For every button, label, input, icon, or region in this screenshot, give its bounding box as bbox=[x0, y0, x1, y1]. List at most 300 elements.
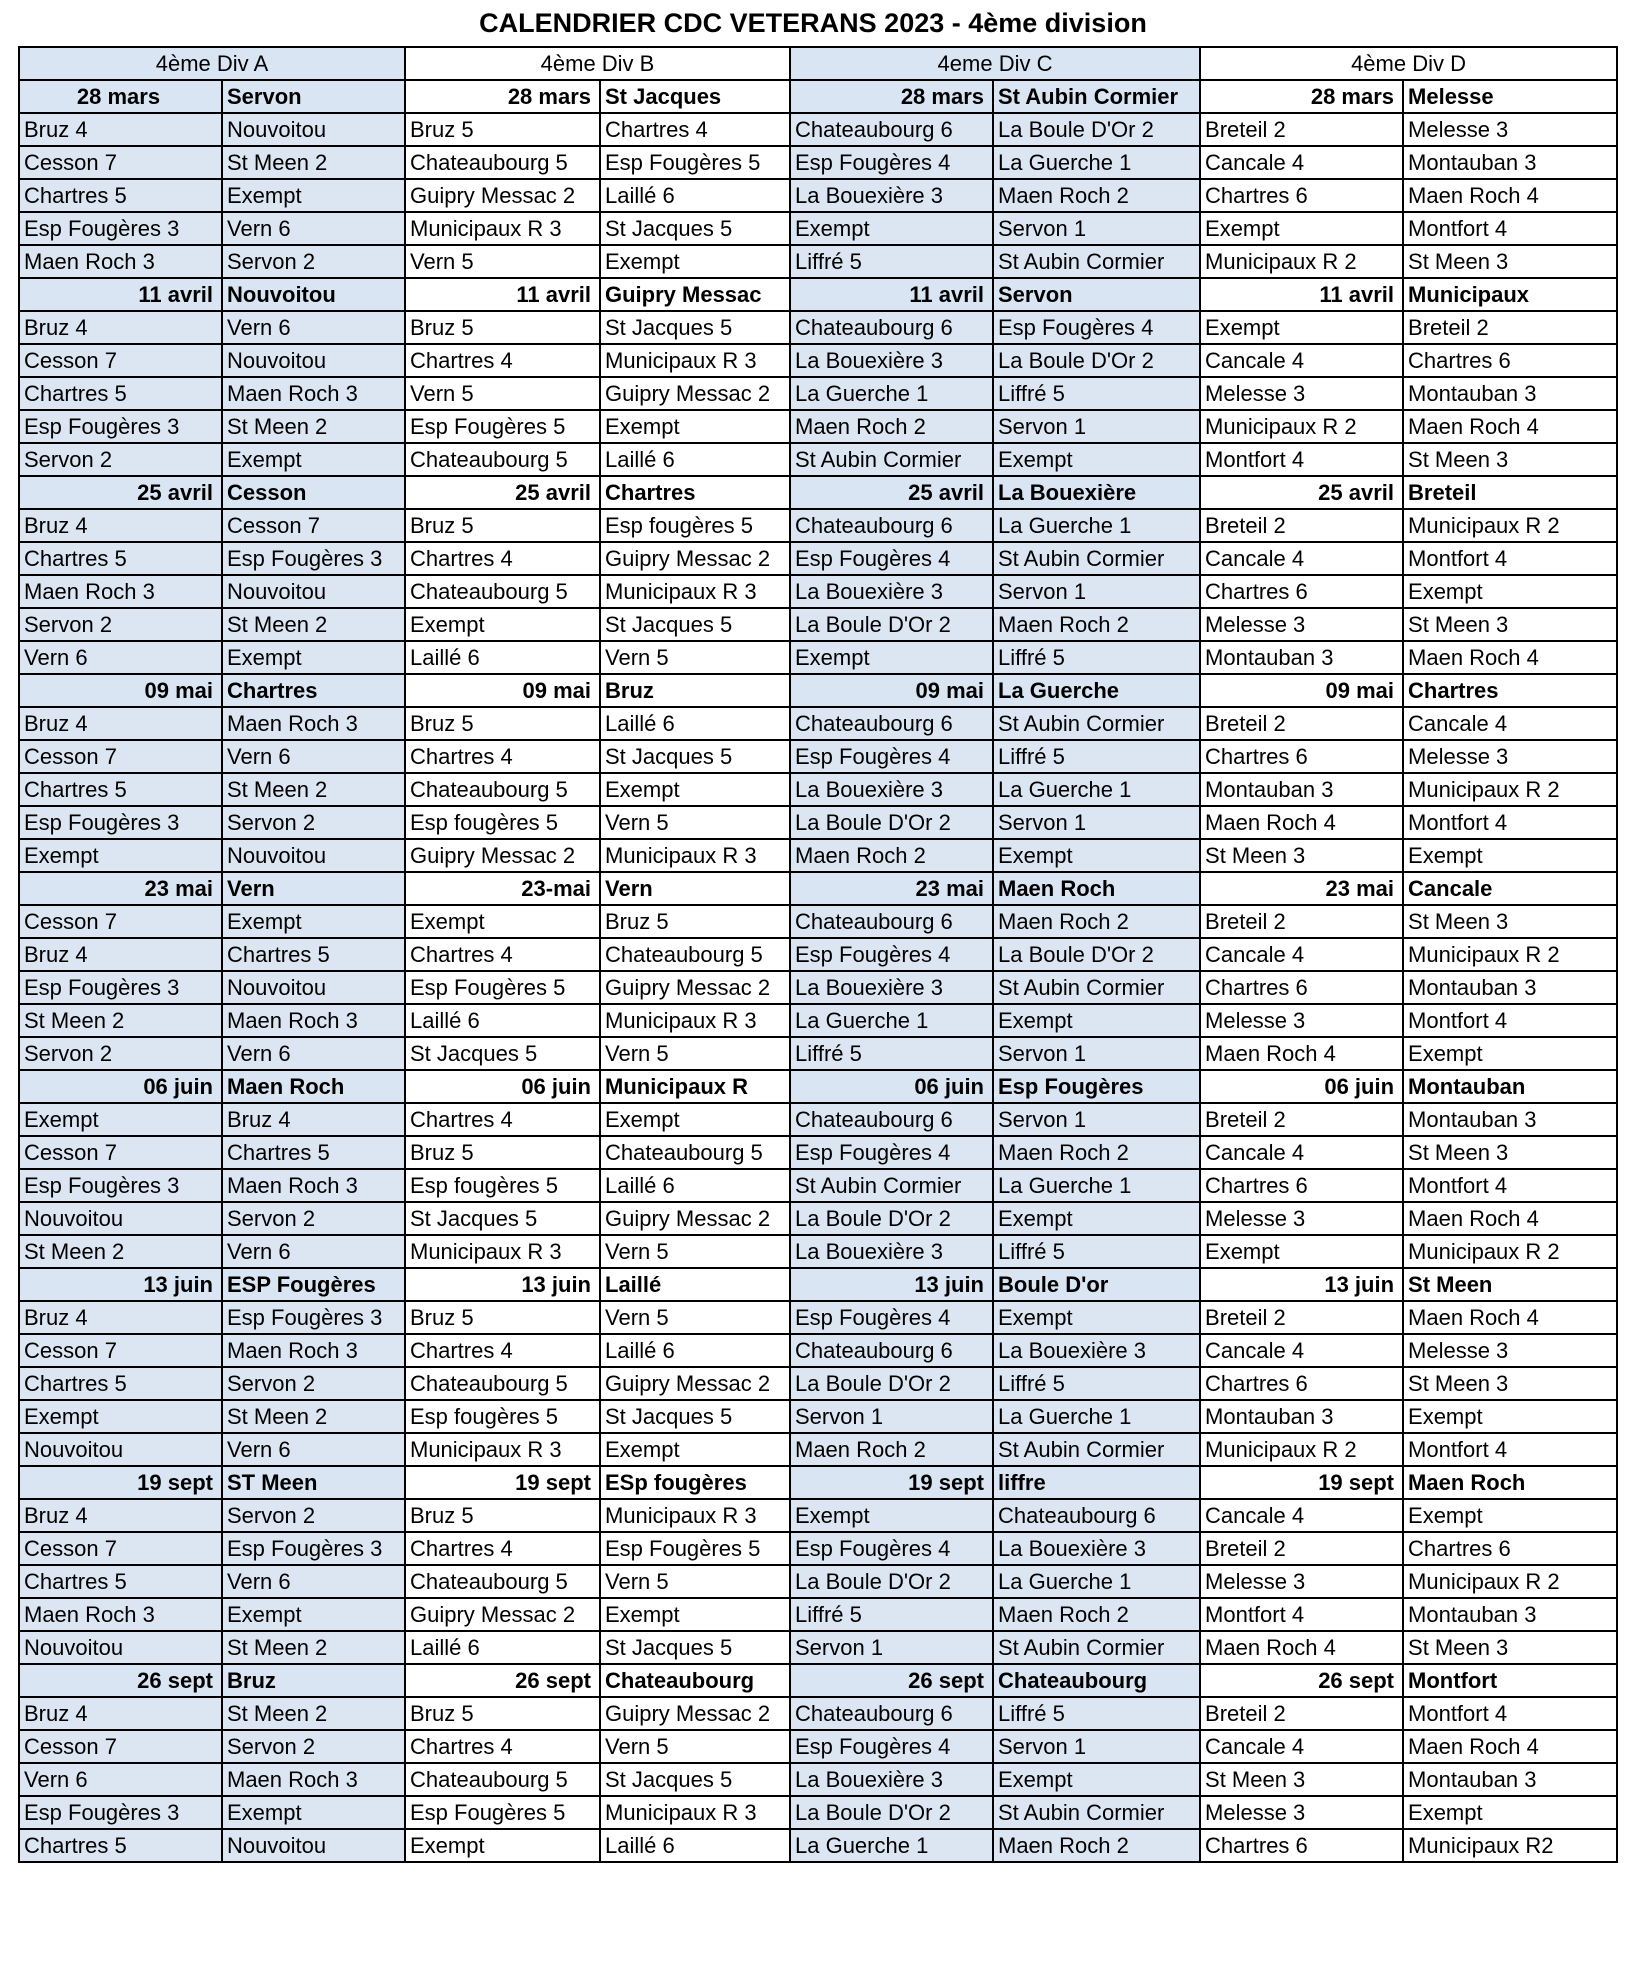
team-away-c: St Aubin Cormier bbox=[993, 1796, 1200, 1829]
team-away-a: Servon 2 bbox=[222, 1730, 405, 1763]
team-away-a: Vern 6 bbox=[222, 740, 405, 773]
team-home-a: Bruz 4 bbox=[19, 1499, 222, 1532]
round-date-b: 25 avril bbox=[405, 476, 600, 509]
team-away-a: Exempt bbox=[222, 905, 405, 938]
team-home-d: Cancale 4 bbox=[1200, 938, 1403, 971]
team-home-b: Exempt bbox=[405, 905, 600, 938]
team-away-c: Servon 1 bbox=[993, 1037, 1200, 1070]
team-home-b: Chartres 4 bbox=[405, 344, 600, 377]
match-row bbox=[19, 1433, 1617, 1466]
round-header-row bbox=[19, 674, 1617, 707]
team-home-c: Esp Fougères 4 bbox=[790, 1730, 993, 1763]
team-home-d: Exempt bbox=[1200, 311, 1403, 344]
team-away-a: Nouvoitou bbox=[222, 113, 405, 146]
match-row bbox=[19, 212, 1617, 245]
team-away-c: La Guerche 1 bbox=[993, 773, 1200, 806]
team-away-b: St Jacques 5 bbox=[600, 1763, 790, 1796]
team-home-a: Bruz 4 bbox=[19, 707, 222, 740]
round-date-a: 23 mai bbox=[19, 872, 222, 905]
team-home-c: Chateaubourg 6 bbox=[790, 1334, 993, 1367]
team-away-b: Esp Fougères 5 bbox=[600, 146, 790, 179]
match-row bbox=[19, 575, 1617, 608]
team-away-c: Exempt bbox=[993, 1202, 1200, 1235]
team-away-b: Laillé 6 bbox=[600, 707, 790, 740]
team-home-d: Municipaux R 2 bbox=[1200, 1433, 1403, 1466]
team-home-b: Chateaubourg 5 bbox=[405, 1565, 600, 1598]
round-date-d: 28 mars bbox=[1200, 80, 1403, 113]
team-home-c: Chateaubourg 6 bbox=[790, 311, 993, 344]
team-home-a: Exempt bbox=[19, 1103, 222, 1136]
round-venue-c: La Bouexière bbox=[993, 476, 1200, 509]
round-venue-a: ESP Fougères bbox=[222, 1268, 405, 1301]
match-row bbox=[19, 839, 1617, 872]
round-header-row bbox=[19, 872, 1617, 905]
team-away-c: Servon 1 bbox=[993, 410, 1200, 443]
team-home-b: Exempt bbox=[405, 1829, 600, 1862]
team-away-d: Municipaux R 2 bbox=[1403, 938, 1617, 971]
round-venue-b: Chateaubourg bbox=[600, 1664, 790, 1697]
team-home-d: Cancale 4 bbox=[1200, 1334, 1403, 1367]
team-home-a: Vern 6 bbox=[19, 1763, 222, 1796]
team-home-a: Cesson 7 bbox=[19, 740, 222, 773]
team-home-a: Cesson 7 bbox=[19, 344, 222, 377]
page-title: CALENDRIER CDC VETERANS 2023 - 4ème division bbox=[479, 8, 1147, 38]
round-date-a: 09 mai bbox=[19, 674, 222, 707]
team-home-d: Cancale 4 bbox=[1200, 1499, 1403, 1532]
round-date-b: 26 sept bbox=[405, 1664, 600, 1697]
team-away-d: Melesse 3 bbox=[1403, 113, 1617, 146]
round-header-row bbox=[19, 80, 1617, 113]
team-away-d: Municipaux R 2 bbox=[1403, 509, 1617, 542]
team-away-b: Guipry Messac 2 bbox=[600, 1697, 790, 1730]
round-venue-c: Boule D'or bbox=[993, 1268, 1200, 1301]
team-home-b: Guipry Messac 2 bbox=[405, 839, 600, 872]
team-away-b: St Jacques 5 bbox=[600, 311, 790, 344]
round-venue-c: Servon bbox=[993, 278, 1200, 311]
match-row bbox=[19, 1631, 1617, 1664]
team-away-b: St Jacques 5 bbox=[600, 608, 790, 641]
team-home-c: Esp Fougères 4 bbox=[790, 542, 993, 575]
round-date-a: 25 avril bbox=[19, 476, 222, 509]
team-home-d: Cancale 4 bbox=[1200, 1136, 1403, 1169]
team-home-c: Esp Fougères 4 bbox=[790, 1532, 993, 1565]
team-away-c: La Boule D'Or 2 bbox=[993, 344, 1200, 377]
team-away-c: La Guerche 1 bbox=[993, 1565, 1200, 1598]
team-away-a: Nouvoitou bbox=[222, 575, 405, 608]
team-home-d: Cancale 4 bbox=[1200, 344, 1403, 377]
round-date-b: 06 juin bbox=[405, 1070, 600, 1103]
team-home-a: Chartres 5 bbox=[19, 542, 222, 575]
team-home-b: Chateaubourg 5 bbox=[405, 443, 600, 476]
team-away-b: St Jacques 5 bbox=[600, 1631, 790, 1664]
round-venue-b: ESp fougères bbox=[600, 1466, 790, 1499]
team-home-c: Esp Fougères 4 bbox=[790, 1136, 993, 1169]
team-home-d: Municipaux R 2 bbox=[1200, 245, 1403, 278]
match-row bbox=[19, 1829, 1617, 1862]
team-home-d: Melesse 3 bbox=[1200, 1796, 1403, 1829]
match-row bbox=[19, 806, 1617, 839]
team-home-c: La Boule D'Or 2 bbox=[790, 608, 993, 641]
team-away-b: Vern 5 bbox=[600, 1037, 790, 1070]
round-date-d: 26 sept bbox=[1200, 1664, 1403, 1697]
team-home-d: Melesse 3 bbox=[1200, 608, 1403, 641]
match-row bbox=[19, 1202, 1617, 1235]
team-away-b: Exempt bbox=[600, 1103, 790, 1136]
team-home-a: Exempt bbox=[19, 839, 222, 872]
match-row bbox=[19, 344, 1617, 377]
round-venue-d: Municipaux bbox=[1403, 278, 1617, 311]
team-home-b: Esp fougères 5 bbox=[405, 1169, 600, 1202]
team-home-d: Breteil 2 bbox=[1200, 509, 1403, 542]
team-home-a: St Meen 2 bbox=[19, 1235, 222, 1268]
team-away-c: St Aubin Cormier bbox=[993, 1631, 1200, 1664]
team-away-b: Municipaux R 3 bbox=[600, 1796, 790, 1829]
team-home-a: Nouvoitou bbox=[19, 1433, 222, 1466]
team-home-c: Esp Fougères 4 bbox=[790, 1301, 993, 1334]
team-home-a: Servon 2 bbox=[19, 1037, 222, 1070]
team-away-c: La Guerche 1 bbox=[993, 1400, 1200, 1433]
round-date-c: 13 juin bbox=[790, 1268, 993, 1301]
round-header-row bbox=[19, 476, 1617, 509]
team-home-a: Esp Fougères 3 bbox=[19, 212, 222, 245]
team-home-a: Servon 2 bbox=[19, 443, 222, 476]
round-date-d: 25 avril bbox=[1200, 476, 1403, 509]
round-header-row bbox=[19, 1070, 1617, 1103]
match-row bbox=[19, 905, 1617, 938]
team-home-c: La Bouexière 3 bbox=[790, 1235, 993, 1268]
match-row bbox=[19, 971, 1617, 1004]
team-away-a: Vern 6 bbox=[222, 212, 405, 245]
team-away-b: Exempt bbox=[600, 773, 790, 806]
team-home-c: Exempt bbox=[790, 212, 993, 245]
team-away-b: Laillé 6 bbox=[600, 443, 790, 476]
team-away-a: Maen Roch 3 bbox=[222, 1334, 405, 1367]
team-home-d: Breteil 2 bbox=[1200, 113, 1403, 146]
team-away-a: Nouvoitou bbox=[222, 839, 405, 872]
team-home-b: Chartres 4 bbox=[405, 938, 600, 971]
team-home-d: Exempt bbox=[1200, 212, 1403, 245]
team-home-c: Chateaubourg 6 bbox=[790, 707, 993, 740]
match-row bbox=[19, 707, 1617, 740]
team-away-b: Chartres 4 bbox=[600, 113, 790, 146]
match-row bbox=[19, 542, 1617, 575]
team-away-b: Municipaux R 3 bbox=[600, 344, 790, 377]
team-away-d: Maen Roch 4 bbox=[1403, 641, 1617, 674]
team-away-b: Guipry Messac 2 bbox=[600, 377, 790, 410]
team-away-d: Exempt bbox=[1403, 839, 1617, 872]
team-home-d: Chartres 6 bbox=[1200, 575, 1403, 608]
match-row bbox=[19, 179, 1617, 212]
team-home-c: Maen Roch 2 bbox=[790, 410, 993, 443]
team-home-a: Bruz 4 bbox=[19, 1697, 222, 1730]
round-date-b: 23-mai bbox=[405, 872, 600, 905]
team-away-b: Exempt bbox=[600, 410, 790, 443]
team-home-d: Maen Roch 4 bbox=[1200, 1631, 1403, 1664]
team-away-b: St Jacques 5 bbox=[600, 212, 790, 245]
round-date-c: 28 mars bbox=[790, 80, 993, 113]
round-venue-d: Maen Roch bbox=[1403, 1466, 1617, 1499]
round-date-b: 09 mai bbox=[405, 674, 600, 707]
match-row bbox=[19, 410, 1617, 443]
team-away-a: St Meen 2 bbox=[222, 773, 405, 806]
team-home-c: Chateaubourg 6 bbox=[790, 1103, 993, 1136]
round-date-d: 06 juin bbox=[1200, 1070, 1403, 1103]
match-row bbox=[19, 1301, 1617, 1334]
team-home-a: Bruz 4 bbox=[19, 311, 222, 344]
team-away-b: Vern 5 bbox=[600, 641, 790, 674]
team-home-c: Maen Roch 2 bbox=[790, 1433, 993, 1466]
team-home-b: Chateaubourg 5 bbox=[405, 1367, 600, 1400]
team-away-d: Melesse 3 bbox=[1403, 740, 1617, 773]
team-home-d: Breteil 2 bbox=[1200, 1532, 1403, 1565]
team-home-c: La Boule D'Or 2 bbox=[790, 806, 993, 839]
team-home-a: Exempt bbox=[19, 1400, 222, 1433]
team-home-d: Melesse 3 bbox=[1200, 1004, 1403, 1037]
match-row bbox=[19, 1697, 1617, 1730]
team-away-c: Chateaubourg 6 bbox=[993, 1499, 1200, 1532]
match-row bbox=[19, 1598, 1617, 1631]
team-away-a: St Meen 2 bbox=[222, 1697, 405, 1730]
team-home-c: Liffré 5 bbox=[790, 1598, 993, 1631]
team-away-d: Maen Roch 4 bbox=[1403, 179, 1617, 212]
team-home-b: Bruz 5 bbox=[405, 707, 600, 740]
team-away-a: Chartres 5 bbox=[222, 938, 405, 971]
team-away-a: Exempt bbox=[222, 1598, 405, 1631]
team-away-d: Breteil 2 bbox=[1403, 311, 1617, 344]
match-row bbox=[19, 1565, 1617, 1598]
team-home-a: Cesson 7 bbox=[19, 1136, 222, 1169]
team-away-a: Servon 2 bbox=[222, 1202, 405, 1235]
round-date-a: 06 juin bbox=[19, 1070, 222, 1103]
round-venue-d: Chartres bbox=[1403, 674, 1617, 707]
team-away-a: Maen Roch 3 bbox=[222, 1169, 405, 1202]
team-away-d: Montauban 3 bbox=[1403, 1763, 1617, 1796]
round-venue-c: Esp Fougères bbox=[993, 1070, 1200, 1103]
team-home-d: Breteil 2 bbox=[1200, 1697, 1403, 1730]
team-home-d: Maen Roch 4 bbox=[1200, 1037, 1403, 1070]
schedule-table bbox=[18, 46, 1618, 1863]
team-home-b: Esp fougères 5 bbox=[405, 1400, 600, 1433]
team-away-d: Exempt bbox=[1403, 1499, 1617, 1532]
team-away-a: Nouvoitou bbox=[222, 971, 405, 1004]
match-row bbox=[19, 608, 1617, 641]
team-away-d: Montfort 4 bbox=[1403, 806, 1617, 839]
team-home-b: Bruz 5 bbox=[405, 1301, 600, 1334]
team-home-b: Chateaubourg 5 bbox=[405, 146, 600, 179]
team-home-d: Melesse 3 bbox=[1200, 1202, 1403, 1235]
team-home-a: Maen Roch 3 bbox=[19, 1598, 222, 1631]
team-away-d: Maen Roch 4 bbox=[1403, 1202, 1617, 1235]
match-row bbox=[19, 1400, 1617, 1433]
team-away-b: Municipaux R 3 bbox=[600, 839, 790, 872]
team-home-a: Servon 2 bbox=[19, 608, 222, 641]
round-date-b: 11 avril bbox=[405, 278, 600, 311]
round-venue-d: Breteil bbox=[1403, 476, 1617, 509]
team-home-b: Chartres 4 bbox=[405, 542, 600, 575]
team-home-b: Bruz 5 bbox=[405, 113, 600, 146]
team-home-b: Bruz 5 bbox=[405, 509, 600, 542]
team-away-c: Exempt bbox=[993, 1763, 1200, 1796]
team-away-a: St Meen 2 bbox=[222, 410, 405, 443]
round-venue-c: Maen Roch bbox=[993, 872, 1200, 905]
team-away-c: La Guerche 1 bbox=[993, 509, 1200, 542]
team-away-c: St Aubin Cormier bbox=[993, 707, 1200, 740]
team-away-b: Esp Fougères 5 bbox=[600, 1532, 790, 1565]
team-home-a: Chartres 5 bbox=[19, 773, 222, 806]
round-date-a: 11 avril bbox=[19, 278, 222, 311]
team-away-d: St Meen 3 bbox=[1403, 1367, 1617, 1400]
team-home-d: Chartres 6 bbox=[1200, 1367, 1403, 1400]
team-home-d: Municipaux R 2 bbox=[1200, 410, 1403, 443]
match-row bbox=[19, 1037, 1617, 1070]
team-home-d: Melesse 3 bbox=[1200, 377, 1403, 410]
round-date-a: 13 juin bbox=[19, 1268, 222, 1301]
team-home-d: Montauban 3 bbox=[1200, 641, 1403, 674]
team-home-a: Cesson 7 bbox=[19, 1334, 222, 1367]
team-home-b: Municipaux R 3 bbox=[405, 1433, 600, 1466]
team-away-c: Servon 1 bbox=[993, 575, 1200, 608]
team-away-a: Servon 2 bbox=[222, 806, 405, 839]
team-home-a: Esp Fougères 3 bbox=[19, 1796, 222, 1829]
team-away-b: Vern 5 bbox=[600, 1235, 790, 1268]
team-home-b: St Jacques 5 bbox=[405, 1202, 600, 1235]
team-home-c: La Boule D'Or 2 bbox=[790, 1367, 993, 1400]
team-away-b: Exempt bbox=[600, 1433, 790, 1466]
team-home-c: Servon 1 bbox=[790, 1400, 993, 1433]
match-row bbox=[19, 1367, 1617, 1400]
team-away-d: Montfort 4 bbox=[1403, 1169, 1617, 1202]
round-header-row bbox=[19, 1268, 1617, 1301]
team-home-d: Montauban 3 bbox=[1200, 1400, 1403, 1433]
team-home-c: Chateaubourg 6 bbox=[790, 509, 993, 542]
team-home-c: St Aubin Cormier bbox=[790, 1169, 993, 1202]
team-home-c: La Bouexière 3 bbox=[790, 1763, 993, 1796]
team-away-a: St Meen 2 bbox=[222, 1400, 405, 1433]
team-away-a: Servon 2 bbox=[222, 1367, 405, 1400]
team-away-d: Montfort 4 bbox=[1403, 212, 1617, 245]
team-away-d: St Meen 3 bbox=[1403, 443, 1617, 476]
team-home-a: Bruz 4 bbox=[19, 1301, 222, 1334]
team-home-b: Bruz 5 bbox=[405, 1697, 600, 1730]
team-home-b: Esp Fougères 5 bbox=[405, 971, 600, 1004]
team-away-b: Chateaubourg 5 bbox=[600, 1136, 790, 1169]
round-venue-d: Cancale bbox=[1403, 872, 1617, 905]
round-date-c: 26 sept bbox=[790, 1664, 993, 1697]
match-row bbox=[19, 1499, 1617, 1532]
team-away-d: Exempt bbox=[1403, 1400, 1617, 1433]
team-away-d: Montauban 3 bbox=[1403, 146, 1617, 179]
team-away-a: Bruz 4 bbox=[222, 1103, 405, 1136]
match-row bbox=[19, 641, 1617, 674]
team-home-a: Bruz 4 bbox=[19, 938, 222, 971]
round-venue-b: Vern bbox=[600, 872, 790, 905]
team-away-a: Esp Fougères 3 bbox=[222, 1301, 405, 1334]
round-venue-a: Servon bbox=[222, 80, 405, 113]
team-away-a: Vern 6 bbox=[222, 1565, 405, 1598]
team-home-d: Cancale 4 bbox=[1200, 146, 1403, 179]
team-home-b: Municipaux R 3 bbox=[405, 212, 600, 245]
match-row bbox=[19, 1004, 1617, 1037]
team-away-a: Exempt bbox=[222, 443, 405, 476]
team-home-c: Chateaubourg 6 bbox=[790, 905, 993, 938]
team-away-d: Montauban 3 bbox=[1403, 377, 1617, 410]
round-date-c: 09 mai bbox=[790, 674, 993, 707]
round-venue-b: Chartres bbox=[600, 476, 790, 509]
team-home-b: Laillé 6 bbox=[405, 1631, 600, 1664]
team-away-c: Exempt bbox=[993, 1301, 1200, 1334]
team-away-d: Municipaux R 2 bbox=[1403, 1235, 1617, 1268]
match-row bbox=[19, 1136, 1617, 1169]
team-home-d: Breteil 2 bbox=[1200, 1301, 1403, 1334]
team-away-d: St Meen 3 bbox=[1403, 245, 1617, 278]
team-away-a: Exempt bbox=[222, 641, 405, 674]
team-away-b: Municipaux R 3 bbox=[600, 1499, 790, 1532]
team-away-a: Esp Fougères 3 bbox=[222, 542, 405, 575]
team-away-b: Laillé 6 bbox=[600, 1334, 790, 1367]
team-away-b: Vern 5 bbox=[600, 1730, 790, 1763]
team-home-b: Bruz 5 bbox=[405, 1499, 600, 1532]
match-row bbox=[19, 1532, 1617, 1565]
team-away-d: St Meen 3 bbox=[1403, 1631, 1617, 1664]
team-away-b: Vern 5 bbox=[600, 806, 790, 839]
team-away-a: Vern 6 bbox=[222, 1037, 405, 1070]
team-away-b: Vern 5 bbox=[600, 1565, 790, 1598]
team-away-b: Guipry Messac 2 bbox=[600, 971, 790, 1004]
team-away-a: Nouvoitou bbox=[222, 344, 405, 377]
team-away-a: Maen Roch 3 bbox=[222, 377, 405, 410]
team-home-a: Cesson 7 bbox=[19, 1532, 222, 1565]
match-row bbox=[19, 146, 1617, 179]
round-header-row bbox=[19, 278, 1617, 311]
team-away-c: Servon 1 bbox=[993, 212, 1200, 245]
match-row bbox=[19, 1235, 1617, 1268]
team-home-a: Cesson 7 bbox=[19, 1730, 222, 1763]
round-venue-c: St Aubin Cormier bbox=[993, 80, 1200, 113]
team-away-c: Liffré 5 bbox=[993, 1697, 1200, 1730]
team-home-c: La Bouexière 3 bbox=[790, 179, 993, 212]
round-date-d: 13 juin bbox=[1200, 1268, 1403, 1301]
division-header-row bbox=[19, 47, 1617, 80]
match-row bbox=[19, 938, 1617, 971]
team-away-a: St Meen 2 bbox=[222, 608, 405, 641]
team-away-b: Exempt bbox=[600, 245, 790, 278]
team-away-a: Vern 6 bbox=[222, 1433, 405, 1466]
team-away-c: Liffré 5 bbox=[993, 641, 1200, 674]
round-date-a: 19 sept bbox=[19, 1466, 222, 1499]
team-away-b: Laillé 6 bbox=[600, 1829, 790, 1862]
team-away-c: St Aubin Cormier bbox=[993, 1433, 1200, 1466]
team-home-b: Guipry Messac 2 bbox=[405, 179, 600, 212]
team-home-a: Cesson 7 bbox=[19, 905, 222, 938]
match-row bbox=[19, 1334, 1617, 1367]
round-venue-d: St Meen bbox=[1403, 1268, 1617, 1301]
team-away-c: Maen Roch 2 bbox=[993, 1136, 1200, 1169]
team-away-d: Municipaux R 2 bbox=[1403, 1565, 1617, 1598]
team-away-b: Bruz 5 bbox=[600, 905, 790, 938]
division-header-d: 4ème Div D bbox=[1200, 47, 1617, 80]
team-home-b: Chartres 4 bbox=[405, 1730, 600, 1763]
match-row bbox=[19, 1103, 1617, 1136]
division-header-c: 4eme Div C bbox=[790, 47, 1200, 80]
team-home-b: Esp fougères 5 bbox=[405, 806, 600, 839]
team-away-a: Nouvoitou bbox=[222, 1829, 405, 1862]
round-date-d: 23 mai bbox=[1200, 872, 1403, 905]
team-away-c: La Bouexière 3 bbox=[993, 1334, 1200, 1367]
match-row bbox=[19, 377, 1617, 410]
team-home-c: La Bouexière 3 bbox=[790, 971, 993, 1004]
team-home-d: Chartres 6 bbox=[1200, 740, 1403, 773]
round-date-c: 06 juin bbox=[790, 1070, 993, 1103]
